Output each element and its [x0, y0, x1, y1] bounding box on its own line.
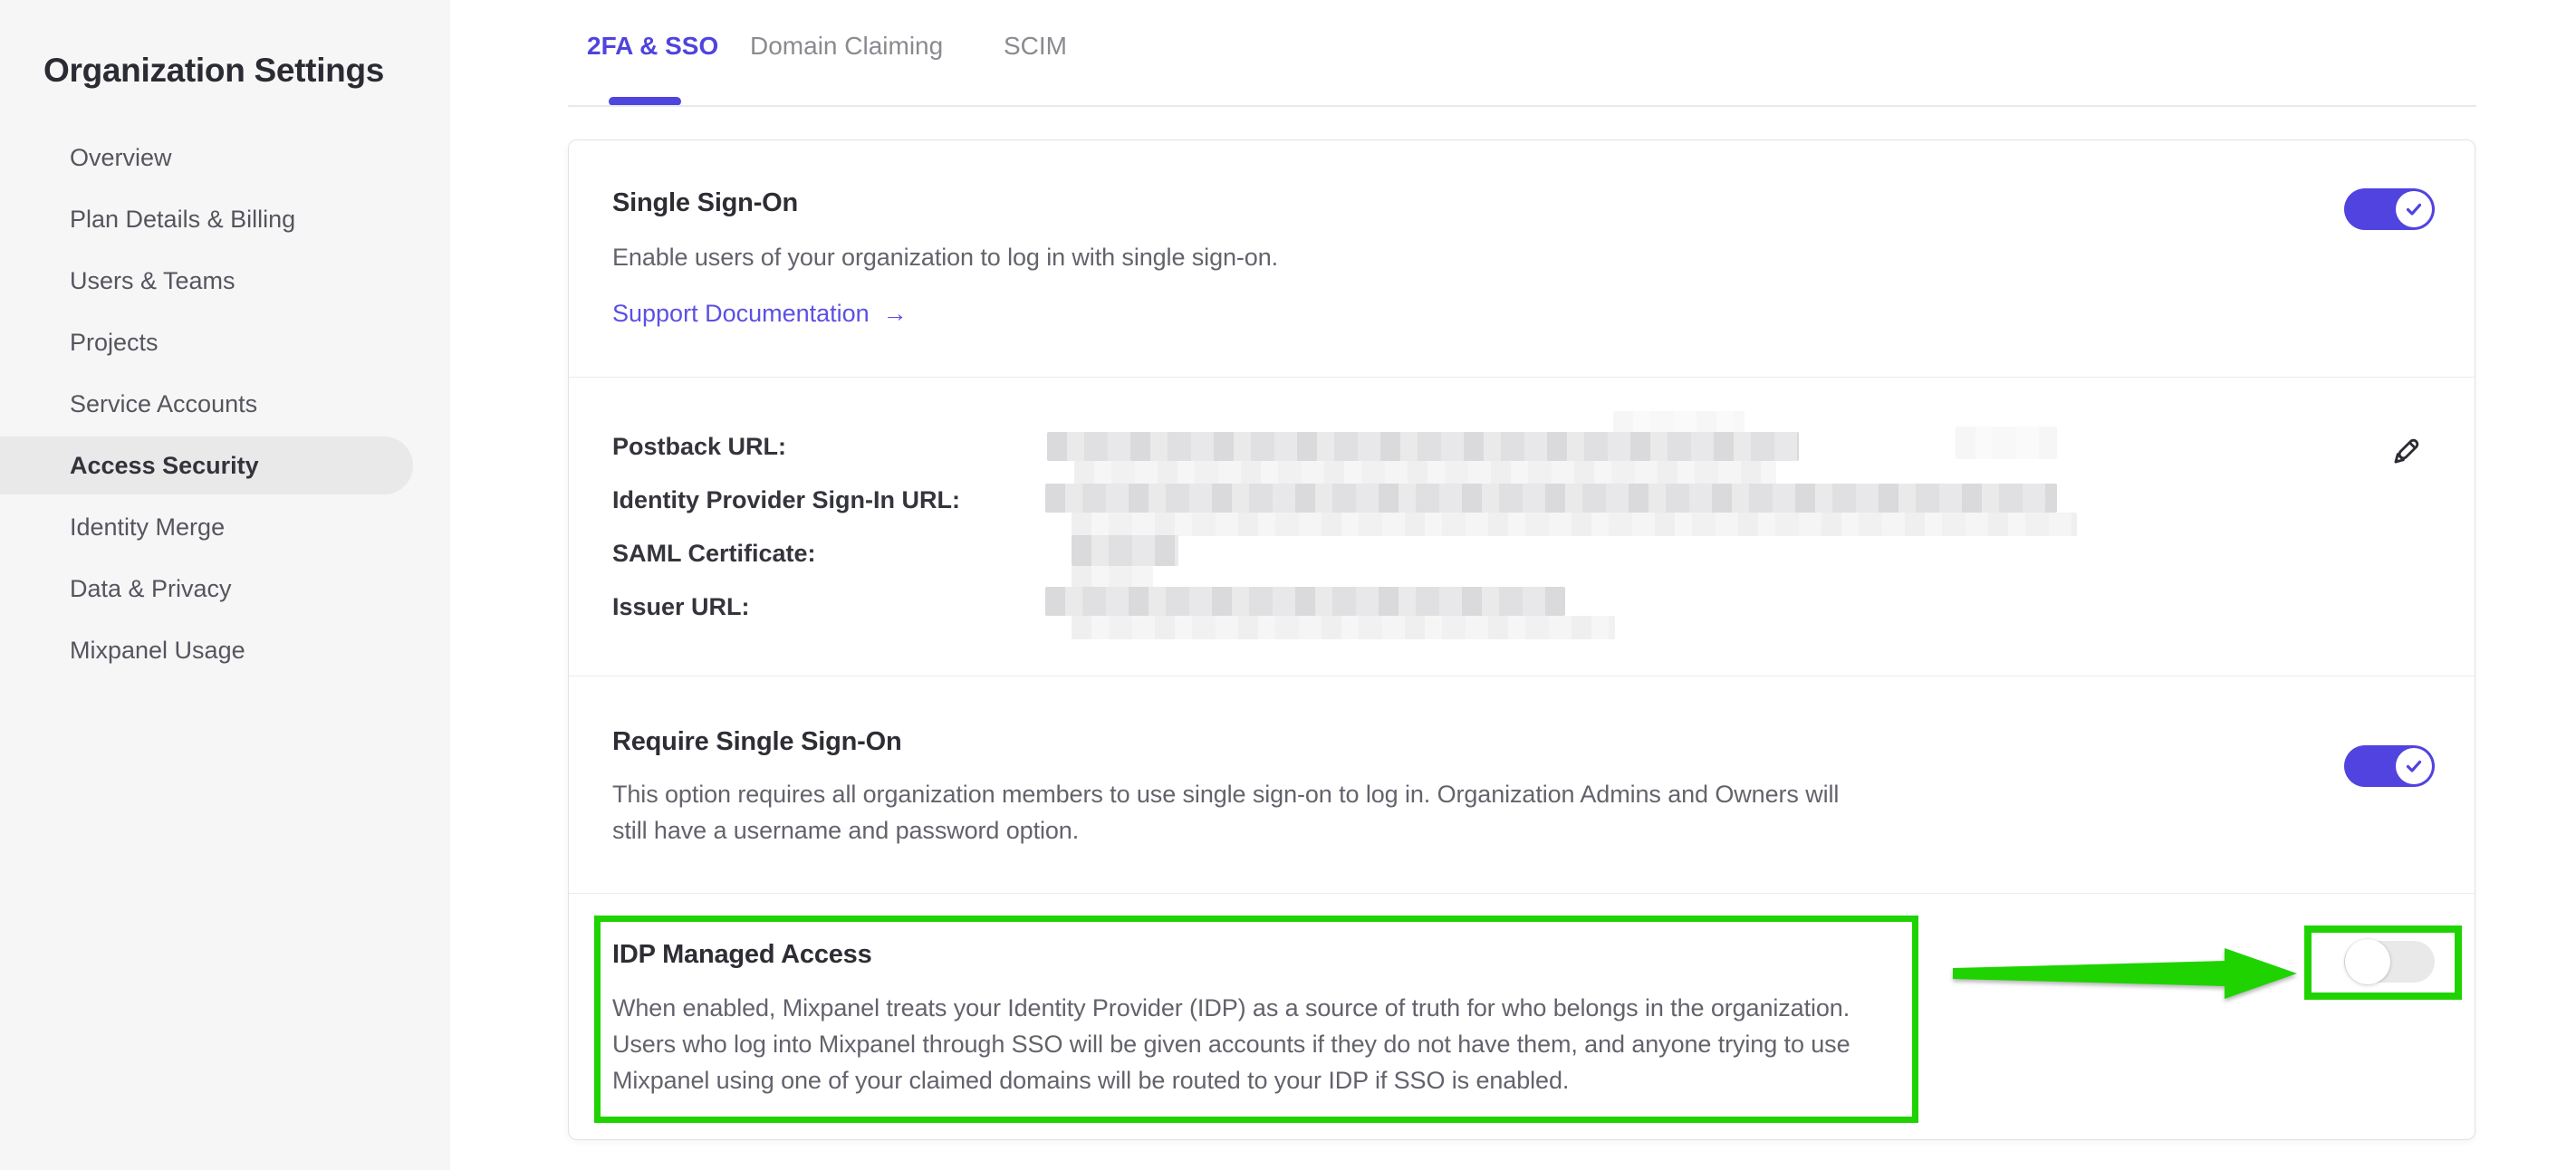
support-documentation-link[interactable]	[612, 299, 908, 328]
sidebar-item-access-security[interactable]	[0, 436, 413, 494]
sidebar-item-label: Service Accounts	[70, 389, 258, 417]
sidebar-item-label: Mixpanel Usage	[70, 636, 245, 664]
section-divider	[569, 893, 2475, 894]
edit-sso-config-button[interactable]	[2388, 434, 2424, 470]
redacted-value	[1072, 513, 2077, 536]
redacted-idp-sign-in-url-value	[1045, 484, 2057, 513]
green-arrow-annotation	[1948, 937, 2302, 1010]
sidebar-item-label: Data & Privacy	[70, 574, 232, 602]
idp-description-line2: Users who log into Mixpanel through SSO will be given accounts if they do not have them, and anyone trying to use	[612, 1031, 1850, 1058]
redacted-postback-url-value	[1047, 432, 1799, 461]
redacted-value	[1074, 461, 1776, 484]
require-sso-toggle[interactable]	[2344, 745, 2435, 787]
idp-managed-access-title: IDP Managed Access	[612, 940, 872, 969]
redacted-issuer-url-value	[1045, 587, 1565, 616]
idp-description-line1: When enabled, Mixpanel treats your Identity Provider (IDP) as a source of truth for who belongs in the organization.	[612, 994, 1850, 1021]
sidebar-item-plan-details-billing[interactable]	[0, 188, 413, 250]
saml-certificate-label: SAML Certificate:	[612, 540, 816, 567]
idp-sign-in-url-label: Identity Provider Sign-In URL:	[612, 486, 961, 513]
require-sso-description-line2: still have a username and password option.	[612, 817, 1080, 844]
arrow-right-icon: →	[882, 300, 908, 327]
sidebar-item-label: Access Security	[70, 451, 259, 479]
section-divider	[569, 377, 2475, 378]
sidebar-item-data-privacy[interactable]	[0, 558, 413, 619]
tab-bar-divider	[568, 105, 2476, 107]
sidebar-item-label: Plan Details & Billing	[70, 205, 296, 233]
tab-domain-claiming[interactable]: Domain Claiming	[750, 32, 944, 60]
redacted-value	[1956, 427, 2057, 459]
link-label: Support Documentation	[612, 300, 870, 327]
tab-2fa-sso[interactable]: 2FA & SSO	[587, 32, 719, 60]
single-sign-on-description: Enable users of your organization to log in with single sign-on.	[612, 244, 1279, 271]
tab-scim[interactable]: SCIM	[1004, 32, 1067, 60]
page-title: Organization Settings	[43, 52, 385, 89]
idp-managed-access-toggle[interactable]	[2344, 941, 2435, 983]
toggle-knob	[2396, 191, 2432, 227]
sidebar-item-label: Overview	[70, 143, 172, 171]
sidebar-item-label: Projects	[70, 328, 159, 356]
issuer-url-label: Issuer URL:	[612, 593, 750, 620]
require-sso-title: Require Single Sign-On	[612, 727, 902, 756]
single-sign-on-title: Single Sign-On	[612, 188, 799, 217]
require-sso-description-line1: This option requires all organization members to use single sign-on to log in. Organization Admins and Owners will	[612, 781, 1840, 808]
redacted-saml-certificate-value	[1072, 535, 1178, 566]
redacted-value	[1072, 566, 1153, 588]
postback-url-label: Postback URL:	[612, 433, 787, 460]
sidebar	[0, 0, 450, 1170]
redacted-value	[1072, 616, 1615, 639]
toggle-knob	[2345, 939, 2390, 984]
check-icon	[2403, 755, 2425, 777]
sidebar-item-users-teams[interactable]	[0, 250, 413, 312]
sidebar-item-label: Users & Teams	[70, 266, 235, 294]
sidebar-item-identity-merge[interactable]	[0, 496, 413, 558]
sidebar-item-mixpanel-usage[interactable]	[0, 619, 413, 681]
toggle-knob	[2396, 748, 2432, 784]
idp-description-line3: Mixpanel using one of your claimed domains will be routed to your IDP if SSO is enabled.	[612, 1067, 1570, 1094]
check-icon	[2403, 198, 2425, 220]
single-sign-on-toggle[interactable]	[2344, 188, 2435, 230]
sidebar-item-overview[interactable]	[0, 127, 413, 188]
sidebar-item-projects[interactable]	[0, 312, 413, 373]
sidebar-item-service-accounts[interactable]	[0, 373, 413, 435]
pencil-icon	[2388, 434, 2424, 470]
sidebar-item-label: Identity Merge	[70, 513, 226, 541]
access-security-card	[568, 139, 2475, 1140]
